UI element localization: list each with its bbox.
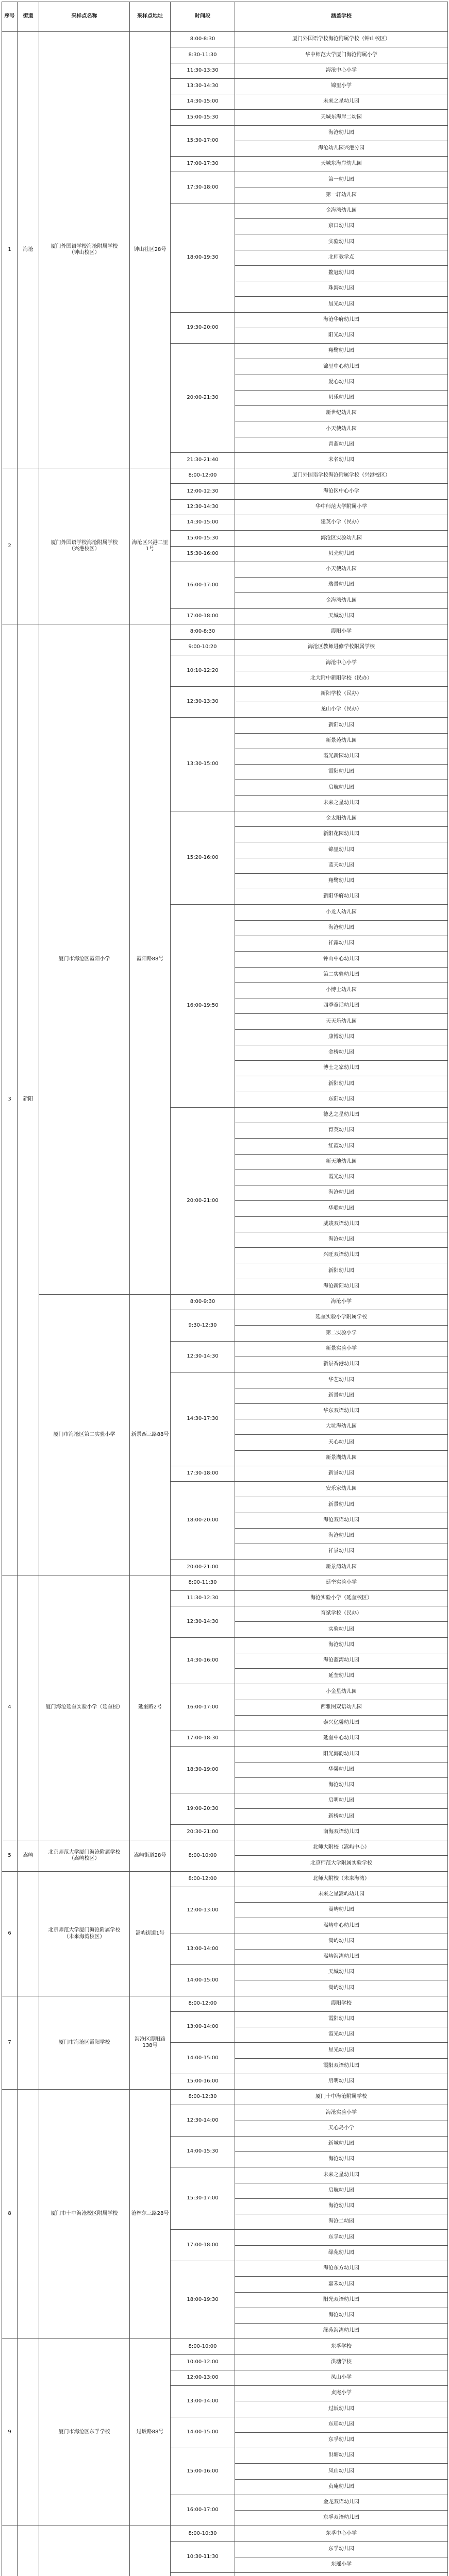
school-cell: 钟山中心幼儿园 [235,951,448,968]
school-cell: 育斌学校（民办） [235,1606,448,1622]
school-cell: 海沧华府幼儿园 [235,312,448,328]
school-cell: 天天乐幼儿园 [235,1013,448,1030]
school-cell: 实验幼儿园 [235,1621,448,1638]
row-seq: 6 [2,1871,18,1996]
row-seq: 3 [2,624,18,1575]
school-cell: 华中师范大学厦门海沧附属小学 [235,47,448,63]
time-slot-cell: 14:30-15:00 [170,94,235,110]
school-cell: 小博士幼儿园 [235,982,448,998]
header-district: 街道 [17,2,39,32]
school-cell: 海沧中心小学 [235,655,448,671]
school-cell: 天心岛小学 [235,2121,448,2137]
time-slot-cell: 21:30-21:40 [170,452,235,468]
school-cell: 华中师范大学附属小学 [235,499,448,515]
time-slot-cell: 12:30-14:00 [170,2105,235,2137]
school-cell: 厦门十中海沧附属学校 [235,2089,448,2105]
school-cell: 新阳学校（民办） [235,686,448,702]
school-cell: 启明幼儿园 [235,2074,448,2090]
school-cell: 北师教学点 [235,250,448,266]
time-slot-cell: 16:00-17:00 [170,562,235,609]
time-slot-cell: 13:00-14:00 [170,2011,235,2043]
school-cell: 海沧幼儿园兴港分园 [235,141,448,157]
school-cell: 东孚双语幼儿园 [235,2510,448,2526]
school-cell: 新景幼儿园 [235,1497,448,1513]
school-cell: 小天使幼儿园 [235,421,448,437]
school-cell: 延奎幼儿园 [235,1668,448,1684]
school-cell: 东瑶幼儿园 [235,2417,448,2433]
school-cell: 贞庵幼儿园 [235,2479,448,2495]
school-cell: 新景湖幼儿园 [235,1450,448,1466]
school-cell: 未名幼儿园 [235,452,448,468]
school-cell: 爱心幼儿园 [235,375,448,391]
row-district: 嵩屿 [17,1840,39,1872]
school-cell: 青蓝幼儿园 [235,437,448,453]
time-slot-cell: 9:00-10:20 [170,639,235,655]
school-cell: 海沧区实验幼儿园 [235,530,448,547]
school-cell: 小龙人幼儿园 [235,904,448,921]
time-slot-cell: 16:00-17:00 [170,2495,235,2526]
school-cell: 东孚学校 [235,2338,448,2355]
time-slot-cell: 8:00-10:00 [170,2338,235,2355]
sampling-point-name: 厦门外国语学校海沧附属学校 （钟山校区） [39,31,130,468]
time-slot-cell: 19:30-20:00 [170,312,235,344]
header-seq: 序号 [2,2,18,32]
time-slot-cell: 8:00-12:30 [170,2089,235,2105]
time-slot-cell: 12:30-14:30 [170,1341,235,1372]
school-cell: 小金星幼儿园 [235,1684,448,1700]
school-cell: 锦里幼儿园 [235,842,448,858]
school-cell: 未来之星嵩屿幼儿园 [235,1887,448,1903]
school-cell: 第一轩幼儿园 [235,188,448,204]
school-cell: 翔鹭幼儿园 [235,343,448,359]
time-slot-cell: 15:00-15:30 [170,530,235,547]
sampling-point-address: 延奎路2号 [129,1575,171,1840]
school-cell: 珠海幼儿园 [235,281,448,297]
school-cell: 海沧幼儿园 [235,1777,448,1793]
school-cell: 北京师范大学附属实验学校 [235,1855,448,1872]
time-slot-cell: 14:30-15:00 [170,515,235,531]
time-slot-cell: 20:00-21:00 [170,1559,235,1575]
time-slot-cell: 13:30-15:00 [170,717,235,811]
school-cell: 延奎实验小学 [235,1575,448,1591]
school-cell: 威竣双语幼儿园 [235,1216,448,1232]
time-slot-cell: 14:30-17:30 [170,1372,235,1466]
school-cell: 金海湾幼儿园 [235,203,448,219]
school-cell: 海沧双语幼儿园 [235,1513,448,1529]
time-slot-cell: 12:00-13:00 [170,2370,235,2386]
time-slot-cell: 14:30-16:00 [170,1637,235,1684]
time-slot-cell: 10:30-11:30 [170,2541,235,2573]
school-cell: 未来之星幼儿园 [235,94,448,110]
school-cell: 海沧区教师进修学校附属学校 [235,639,448,655]
school-cell: 海沧实验小学（延奎校区） [235,1590,448,1606]
time-slot-cell: 8:00-12:00 [170,1871,235,1887]
school-cell: 海沧幼儿园 [235,2151,448,2167]
school-cell: 星光幼儿园 [235,2042,448,2059]
sampling-point-address [129,2526,171,2576]
school-cell: 龙山小学（民办） [235,702,448,718]
school-cell: 洪塘幼儿园 [235,2448,448,2464]
school-cell: 东瑶小学 [235,2557,448,2573]
time-slot-cell: 11:30-13:30 [170,63,235,79]
sampling-point-name: 厦门外国语学校海沧附属学校 （兴港校区） [39,468,130,624]
row-district [17,2526,39,2576]
school-cell: 阳光幼儿园 [235,328,448,344]
sampling-point-address: 海沧区兴港二里1号 [129,468,171,624]
school-cell: 过坂幼儿园 [235,2401,448,2417]
school-cell: 霞阳双语幼儿园 [235,2058,448,2074]
time-slot-cell: 18:00-20:00 [170,1481,235,1560]
school-cell: 京口幼儿园 [235,218,448,234]
school-cell: 嵩屿幼儿园 [235,1980,448,1996]
row-seq: 2 [2,468,18,624]
row-district [17,2089,39,2339]
time-slot-cell: 15:00-16:00 [170,2448,235,2495]
school-cell: 天心幼儿园 [235,1434,448,1451]
row-district [17,1871,39,1996]
school-cell: 实验幼儿园 [235,234,448,250]
school-cell: 海沧实验小学 [235,2105,448,2121]
school-cell: 霞光幼儿园 [235,1170,448,1185]
time-slot-cell: 18:00-19:30 [170,2261,235,2339]
school-cell: 东孚幼儿园 [235,2432,448,2448]
row-district: 新阳 [17,624,39,1575]
time-slot-cell: 8:00-10:30 [170,2526,235,2542]
time-slot-cell: 8:00-8:30 [170,31,235,47]
sampling-point-address: 海沧区霞阳路138号 [129,1996,171,2090]
time-slot-cell: 15:30-17:00 [170,125,235,157]
school-cell: 兴旺双语幼儿园 [235,1247,448,1263]
time-slot-cell: 16:00-17:00 [170,1684,235,1731]
school-cell: 海沧幼儿园 [235,1637,448,1653]
school-cell: 海沧小学 [235,1294,448,1310]
school-cell [235,2572,448,2576]
school-cell: 东孚中心小学 [235,2526,448,2542]
school-cell: 海沧二幼园 [235,2214,448,2230]
school-cell: 新景幼儿园 [235,1466,448,1482]
school-cell: 锦里中心幼儿园 [235,359,448,375]
school-cell: 嵩屿幼儿园 [235,1934,448,1950]
time-slot-cell: 17:30-18:00 [170,172,235,204]
time-slot-cell: 15:00-16:00 [170,2074,235,2090]
school-cell: 新阳花园幼儿园 [235,826,448,842]
school-cell: 启航幼儿园 [235,2183,448,2199]
sampling-point-address: 钟山社区28号 [129,31,171,468]
school-cell: 红霞幼儿园 [235,1138,448,1155]
school-cell: 新世纪幼儿园 [235,405,448,421]
sampling-point-name: 北京师范大学厦门海沧附属学校 （未来海湾校区） [39,1871,130,1996]
sampling-point-address: 嵩屿街道1号 [129,1871,171,1996]
time-slot-cell: 18:00-19:30 [170,203,235,313]
time-slot-cell: 13:30-14:30 [170,78,235,94]
school-cell: 安乐家幼儿园 [235,1481,448,1497]
time-slot-cell: 10:00-12:00 [170,2354,235,2370]
school-cell: 厦门外国语学校海沧附属学校（钟山校区） [235,31,448,47]
sampling-point-name: 厦门市海沧区第二实验小学 [39,1294,130,1575]
time-slot-cell: 8:00-12:00 [170,1996,235,2012]
time-slot-cell: 14:00-15:00 [170,1964,235,1996]
school-cell: 华联幼儿园 [235,1200,448,1217]
school-cell: 新景香港幼儿园 [235,1357,448,1372]
time-slot-cell: 11:30-12:30 [170,1590,235,1606]
school-cell: 海沧幼儿园 [235,920,448,936]
row-district [17,468,39,624]
time-slot-cell: 8:00-10:00 [170,1840,235,1872]
school-cell: 嵩屿中心幼儿园 [235,1918,448,1934]
time-slot-cell: 20:00-21:00 [170,1107,235,1295]
school-cell: 天城东海岸二幼园 [235,109,448,126]
school-cell: 第一幼儿园 [235,172,448,188]
time-slot-cell: 14:00-15:00 [170,2042,235,2074]
school-cell: 霞阳幼儿园 [235,764,448,780]
row-seq: 8 [2,2089,18,2339]
school-cell: 东阳幼儿园 [235,1092,448,1108]
school-cell: 凤山小学 [235,2370,448,2386]
header-address: 采样点地址 [129,2,171,32]
row-seq: 7 [2,1996,18,2090]
school-cell: 新阳幼儿园 [235,1263,448,1279]
time-slot-cell: 18:30-19:00 [170,1746,235,1793]
school-cell: 北大附中新阳学校（民办） [235,671,448,687]
sampling-point-address: 过坂路88号 [129,2338,171,2526]
school-cell: 霞光幼儿园 [235,2027,448,2043]
school-cell: 天城幼儿园 [235,1964,448,1980]
row-district [17,1575,39,1840]
time-slot-cell: 12:30-14:30 [170,1606,235,1638]
school-cell: 启明幼儿园 [235,1793,448,1809]
row-seq: 9 [2,2338,18,2526]
time-slot-cell: 8:30-11:30 [170,47,235,63]
school-cell: 厦门外国语学校海沧附属学校（兴港校区） [235,468,448,484]
sampling-point-address: 霞阳路88号 [129,624,171,1295]
school-cell: 绿苑幼儿园 [235,2245,448,2261]
sampling-point-name [39,2526,130,2576]
school-cell: 东孚幼儿园 [235,2541,448,2557]
school-cell: 新城幼儿园 [235,2136,448,2152]
time-slot-cell: 8:00-11:30 [170,1575,235,1591]
time-slot-cell: 8:00-8:30 [170,624,235,640]
school-cell: 蓝天幼儿园 [235,858,448,874]
school-cell: 天城东海岸幼儿园 [235,156,448,172]
school-cell: 延奎实验小学附属学校 [235,1310,448,1326]
school-cell: 晨光幼儿园 [235,296,448,313]
sampling-point-name: 厦门市海沧区霞阳小学 [39,624,130,1295]
row-district: 海沧 [17,31,39,468]
row-seq: 4 [2,1575,18,1840]
school-cell: 嘉禾幼儿园 [235,2276,448,2293]
time-slot-cell: 12:00-12:30 [170,483,235,500]
school-cell: 未来之星幼儿园 [235,795,448,811]
time-slot-cell: 8:00-12:00 [170,468,235,484]
time-slot-cell: 15:20-16:00 [170,811,235,905]
school-cell: 新景苑幼儿园 [235,733,448,749]
school-cell: 华馨幼儿园 [235,1762,448,1778]
sampling-point-name: 厦门市海沧区霞阳学校 [39,1996,130,2090]
school-cell: 海沧东方幼儿园 [235,2261,448,2277]
school-cell: 海沧区中心小学 [235,483,448,500]
sampling-point-name: 厦门市十中海沧校区附属学校 [39,2089,130,2339]
school-cell: 嵩屿海湾幼儿园 [235,1949,448,1965]
school-cell: 大坑海幼儿园 [235,1419,448,1435]
school-cell: 延奎中心幼儿园 [235,1731,448,1747]
school-cell: 凤山幼儿园 [235,2463,448,2480]
school-cell: 海沧幼儿园 [235,1185,448,1201]
school-cell: 新阳华府幼儿园 [235,889,448,905]
sampling-point-address: 新景西三路88号 [129,1294,171,1575]
time-slot-cell: 17:30-18:00 [170,1466,235,1482]
school-cell: 鳌冠幼儿园 [235,265,448,281]
school-cell: 新景幼儿园 [235,1388,448,1404]
school-cell: 海沧蓝湾幼儿园 [235,1653,448,1669]
time-slot-cell: 15:30-16:00 [170,546,235,562]
row-seq [2,2526,18,2576]
school-cell: 新景湾幼儿园 [235,1559,448,1575]
school-cell: 南海双语幼儿园 [235,1824,448,1840]
school-cell: 育英幼儿园 [235,1123,448,1139]
school-cell: 德艺之星幼儿园 [235,1107,448,1123]
time-slot-cell: 14:00-15:00 [170,2417,235,2448]
time-slot-cell: 12:30-13:30 [170,686,235,718]
school-cell: 海沧幼儿园 [235,2198,448,2214]
row-seq: 5 [2,1840,18,1872]
time-slot-cell: 20:30-21:00 [170,1824,235,1840]
time-slot-cell: 17:00-18:30 [170,1731,235,1747]
school-cell: 天城幼儿园 [235,608,448,624]
school-cell: 贝壳幼儿园 [235,546,448,562]
time-slot-cell: 20:00-21:30 [170,343,235,453]
school-cell: 锦里小学 [235,78,448,94]
school-cell: 金龙双语幼儿园 [235,2495,448,2511]
header-time: 时间段 [170,2,235,32]
time-slot-cell: 12:00-13:00 [170,1887,235,1934]
row-district [17,2338,39,2526]
time-slot-cell [170,2572,235,2576]
school-cell: 祥露幼儿园 [235,936,448,952]
time-slot-cell: 15:30-17:00 [170,2167,235,2230]
school-cell: 金桥幼儿园 [235,1045,448,1061]
school-cell: 新天地幼儿园 [235,1154,448,1170]
header-target: 涵盖学校 [235,2,448,32]
school-cell: 东孚幼儿园 [235,2229,448,2246]
sampling-point-address: 嵩屿街道28号 [129,1840,171,1872]
time-slot-cell: 14:00-15:30 [170,2136,235,2167]
school-cell: 小天使幼儿园 [235,562,448,578]
school-cell: 瑞景幼儿园 [235,577,448,593]
school-cell: 海沧幼儿园 [235,125,448,141]
school-cell: 贞庵小学 [235,2385,448,2401]
school-cell: 金海湾幼儿园 [235,592,448,609]
time-slot-cell: 13:00-14:00 [170,1934,235,1965]
school-cell: 霞阳小学 [235,624,448,640]
school-cell: 北师大附校（未来海湾） [235,1871,448,1887]
school-cell: 绿苑海湾幼儿园 [235,2323,448,2339]
school-cell: 海沧中心小学 [235,63,448,79]
school-cell: 西雅图双语幼儿园 [235,1700,448,1716]
header-school: 采样点名称 [39,2,130,32]
school-cell: 博士之家幼儿园 [235,1060,448,1076]
time-slot-cell: 17:00-18:00 [170,608,235,624]
school-cell: 四季童话幼儿园 [235,998,448,1014]
school-cell: 华东双语幼儿园 [235,1403,448,1419]
school-cell: 启航幼儿园 [235,779,448,796]
school-cell: 海沧新阳幼儿园 [235,1279,448,1295]
time-slot-cell: 8:00-9:30 [170,1294,235,1310]
school-cell: 泰兴亿馨幼儿园 [235,1715,448,1731]
school-cell: 第二实验幼儿园 [235,967,448,983]
time-slot-cell: 13:00-14:00 [170,2385,235,2417]
time-slot-cell: 9:30-12:30 [170,1310,235,1342]
time-slot-cell: 12:30-14:30 [170,499,235,515]
school-cell: 海沧幼儿园 [235,1232,448,1248]
school-cell: 金太阳幼儿园 [235,811,448,827]
school-cell: 建英小学（民办） [235,515,448,531]
time-slot-cell: 17:00-18:00 [170,2229,235,2261]
sampling-point-address: 沧林东三路28号 [129,2089,171,2339]
time-slot-cell: 10:10-12:20 [170,655,235,687]
school-cell: 新桥幼儿园 [235,1808,448,1825]
school-cell: 霞阳幼儿园 [235,2011,448,2027]
school-cell: 未来之星幼儿园 [235,2167,448,2183]
school-cell: 第二实验小学 [235,1325,448,1342]
school-cell: 贝乐幼儿园 [235,390,448,406]
school-cell: 华艺幼儿园 [235,1372,448,1388]
school-cell: 海沧幼儿园 [235,1528,448,1544]
school-cell: 洪塘学校 [235,2354,448,2370]
time-slot-cell: 16:00-19:50 [170,904,235,1108]
sampling-point-name: 厦门市海沧区东孚学校 [39,2338,130,2526]
schedule-table [2,2,447,2576]
sampling-point-name: 北京师范大学厦门海沧附属学校 （嵩屿校区） [39,1840,130,1872]
school-cell: 新阳幼儿园 [235,1076,448,1092]
school-cell: 祥景幼儿园 [235,1544,448,1560]
school-cell: 霞阳学校 [235,1996,448,2012]
school-cell: 新阳幼儿园 [235,717,448,734]
school-cell: 新景实验小学 [235,1341,448,1357]
row-seq: 1 [2,31,18,468]
time-slot-cell: 19:00-20:30 [170,1793,235,1825]
school-cell: 康博幼儿园 [235,1029,448,1045]
school-cell: 霞光新园幼儿园 [235,749,448,765]
school-cell: 海沧幼儿园 [235,2308,448,2324]
school-cell: 阳光海韵幼儿园 [235,1746,448,1762]
school-cell: 阳光双语幼儿园 [235,2292,448,2308]
row-district [17,1996,39,2090]
school-cell: 北师大附校（嵩屿中心） [235,1840,448,1856]
school-cell: 嵩屿幼儿园 [235,1902,448,1918]
school-cell: 翔鹭幼儿园 [235,873,448,889]
time-slot-cell: 17:00-17:30 [170,156,235,172]
sampling-point-name: 厦门海沧延奎实验小学（延奎校） [39,1575,130,1840]
time-slot-cell: 15:00-15:30 [170,109,235,126]
